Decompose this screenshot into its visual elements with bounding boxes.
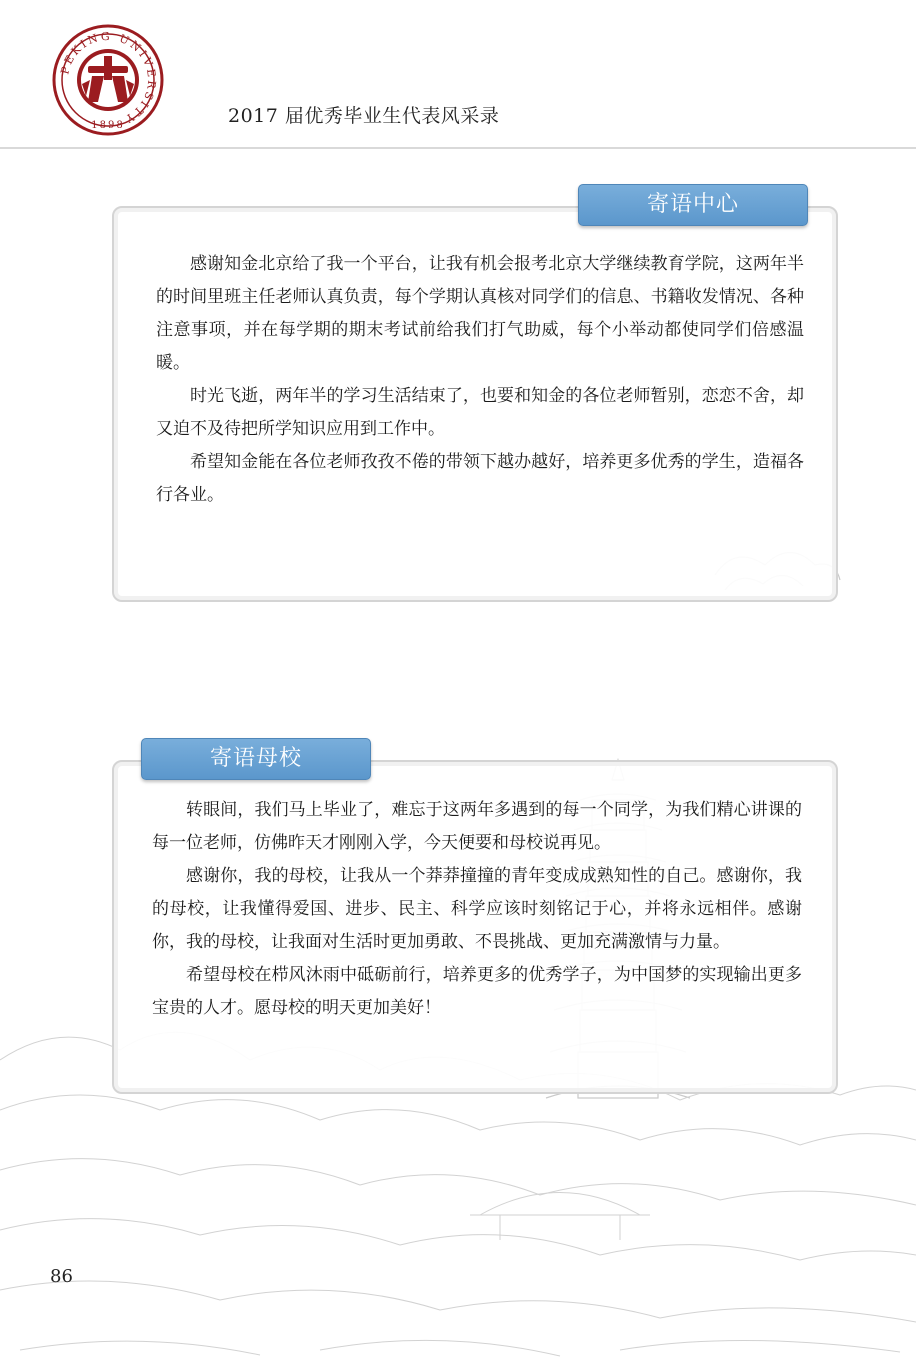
page-header [0, 0, 916, 150]
paragraph: 感谢知金北京给了我一个平台，让我有机会报考北京大学继续教育学院，这两年半的时间里班主任老师认真负责，每个学期认真核对同学们的信息、书籍收发情况、各种注意事项，并在每学期的期末考试前给我们打气助威，每个小举动都使同学们倍感温暖。 [156, 254, 804, 373]
section-body-center [156, 248, 804, 512]
header-divider [0, 147, 916, 149]
paragraph: 转眼间，我们马上毕业了，难忘于这两年多遇到的每一个同学，为我们精心讲课的每一位老师，仿佛昨天才刚刚入学，今天便要和母校说再见。 [152, 800, 802, 853]
page-number: 86 [50, 1266, 73, 1287]
section-heading-center: 寄语中心 [578, 184, 808, 226]
paragraph: 希望母校在栉风沐雨中砥砺前行，培养更多的优秀学子，为中国梦的实现输出更多宝贵的人才。愿母校的明天更加美好！ [152, 965, 802, 1018]
section-body-alma-mater [152, 794, 802, 1025]
section-heading-alma-mater: 寄语母校 [141, 738, 371, 780]
seal-ring-text: PEKING UNIVERSITY [58, 29, 159, 127]
page-title: 2017 届优秀毕业生代表风采录 [228, 105, 500, 127]
paragraph: 时光飞逝，两年半的学习生活结束了，也要和知金的各位老师暂别，恋恋不舍，却又迫不及待把所学知识应用到工作中。 [156, 386, 804, 439]
peking-university-seal-icon [52, 24, 164, 136]
paragraph: 希望知金能在各位老师孜孜不倦的带领下越办越好，培养更多优秀的学生，造福各行各业。 [156, 452, 804, 505]
paragraph: 感谢你，我的母校，让我从一个莽莽撞撞的青年变成成熟知性的自己。感谢你，我的母校，让我懂得爱国、进步、民主、科学应该时刻铭记于心，并将永远相伴。感谢你，我的母校，让我面对生活时更加勇敢、不畏挑战、更加充满激情与力量。 [152, 866, 802, 952]
seal-year: 1898 [91, 120, 125, 131]
